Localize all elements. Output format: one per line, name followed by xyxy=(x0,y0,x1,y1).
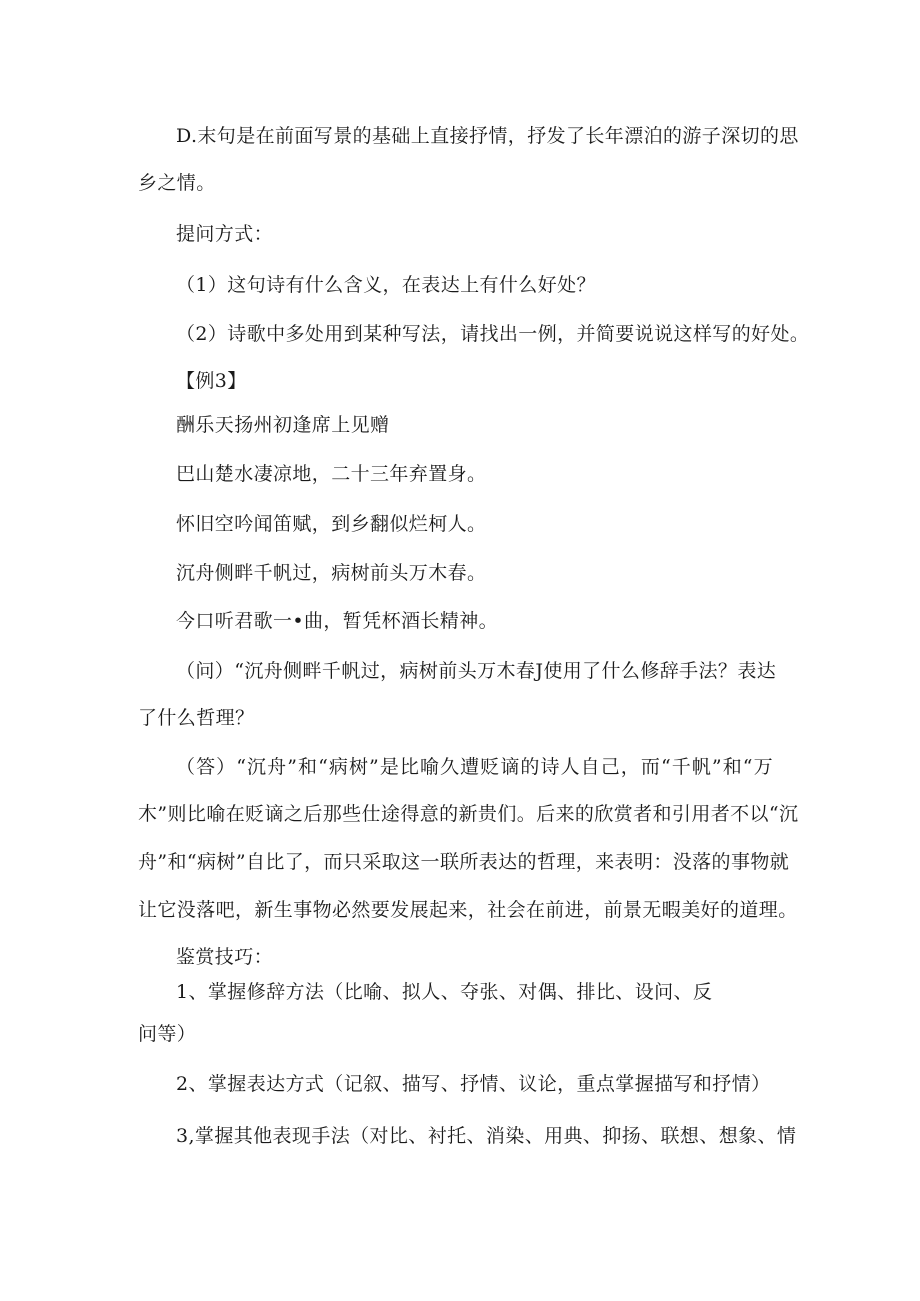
answer-line-4: 让它没落吧，新生事物必然要发展起来，社会在前进，前景无暇美好的道理。 xyxy=(138,899,798,921)
question-methods-heading: 提问方式： xyxy=(176,223,274,245)
answer-line-1: （答）“沉舟”和“病树”是比喻久遭贬谪的诗人自己，而“千帆”和“万 xyxy=(176,756,773,778)
technique-1-line-2: 问等） xyxy=(138,1023,197,1045)
example-heading: 【例3】 xyxy=(176,370,247,392)
poem-line-4: 今口听君歌一•曲，暂凭杯酒长精神。 xyxy=(176,610,499,632)
technique-1-line-1: 1、掌握修辞方法（比喻、拟人、夺张、对偶、排比、设问、反 xyxy=(176,981,713,1003)
option-d-line-2: 乡之情。 xyxy=(138,172,216,194)
answer-line-2: 木”则比喻在贬谪之后那些仕途得意的新贵们。后来的欣赏者和引用者不以“沉 xyxy=(138,803,799,825)
poem-line-3: 沉舟侧畔千帆过，病树前头万木春。 xyxy=(176,562,487,584)
ask-line-1: （问）“沉舟侧畔千帆过，病树前头万木春J使用了什么修辞手法？表达 xyxy=(176,660,777,682)
poem-title: 酬乐天扬州初逢席上见赠 xyxy=(176,414,390,436)
techniques-heading: 鉴赏技巧： xyxy=(176,946,274,968)
poem-line-2: 怀旧空吟闻笛赋，到乡翻似烂柯人。 xyxy=(176,513,487,535)
question-2: （2）诗歌中多处用到某种写法，请找出一例，并简要说说这样写的好处。 xyxy=(176,323,810,345)
answer-line-3: 舟”和“病树”自比了，而只采取这一联所表达的哲理，来表明：没落的事物就 xyxy=(138,851,790,873)
question-1: （1）这句诗有什么含义，在表达上有什么好处？ xyxy=(176,274,596,296)
poem-line-1: 巴山楚水凄凉地，二十三年弃置身。 xyxy=(176,463,487,485)
technique-2: 2、掌握表达方式（记叙、描写、抒情、议论，重点掌握描写和抒情） xyxy=(176,1073,771,1095)
option-d-line-1: D.末句是在前面写景的基础上直接抒情，抒发了长年漂泊的游子深切的思 xyxy=(176,125,799,147)
technique-3: 3,掌握其他表现手法（对比、衬托、消染、用典、抑扬、联想、想象、情 xyxy=(176,1125,797,1147)
ask-line-2: 了什么哲理？ xyxy=(138,707,255,729)
